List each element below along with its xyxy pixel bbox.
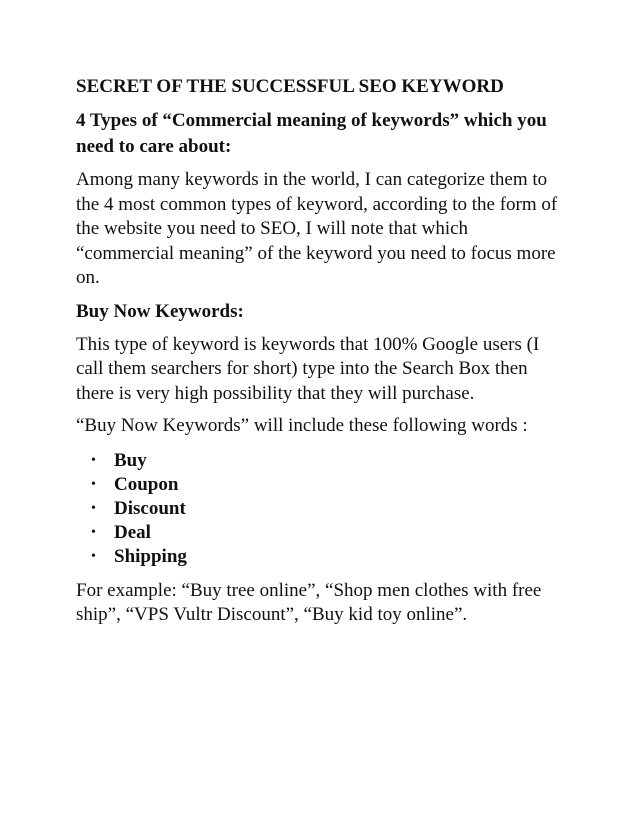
keyword-discount: Discount bbox=[114, 497, 186, 519]
bullet-icon: • bbox=[91, 524, 96, 540]
list-item bbox=[76, 545, 566, 569]
intro-paragraph: Among many keywords in the world, I can categorize them to the 4 most common types of keyword, according to the form of the website you need to SEO, I will note that which “commercial meaning” of the keyword you need to focus more on. bbox=[76, 169, 558, 288]
keyword-shipping: Shipping bbox=[114, 545, 187, 567]
bullet-icon: • bbox=[91, 500, 96, 516]
bullet-icon: • bbox=[91, 548, 96, 564]
keyword-coupon: Coupon bbox=[114, 473, 179, 495]
bullet-icon: • bbox=[91, 476, 96, 492]
keyword-buy: Buy bbox=[114, 449, 147, 471]
keyword-list bbox=[76, 449, 566, 569]
list-intro-paragraph: “Buy Now Keywords” will include these following words : bbox=[76, 415, 528, 436]
bullet-icon: • bbox=[91, 452, 96, 468]
list-item bbox=[76, 449, 566, 473]
list-item bbox=[76, 473, 566, 497]
document-page bbox=[76, 74, 566, 636]
keyword-deal: Deal bbox=[114, 521, 151, 543]
buy-now-subheading: Buy Now Keywords: bbox=[76, 300, 244, 322]
description-paragraph: This type of keyword is keywords that 100% Google users (I call them searchers for short) type into the Search Box then there is very high possibility that they will purchase. bbox=[76, 333, 540, 404]
list-item bbox=[76, 521, 566, 545]
section-heading: 4 Types of “Commercial meaning of keywords” which you need to care about: bbox=[76, 110, 547, 157]
list-item bbox=[76, 497, 566, 521]
example-paragraph: For example: “Buy tree online”, “Shop men clothes with free ship”, “VPS Vultr Discount”, “Buy kid toy online”. bbox=[76, 579, 542, 625]
document-title: SECRET OF THE SUCCESSFUL SEO KEYWORD bbox=[76, 76, 504, 97]
